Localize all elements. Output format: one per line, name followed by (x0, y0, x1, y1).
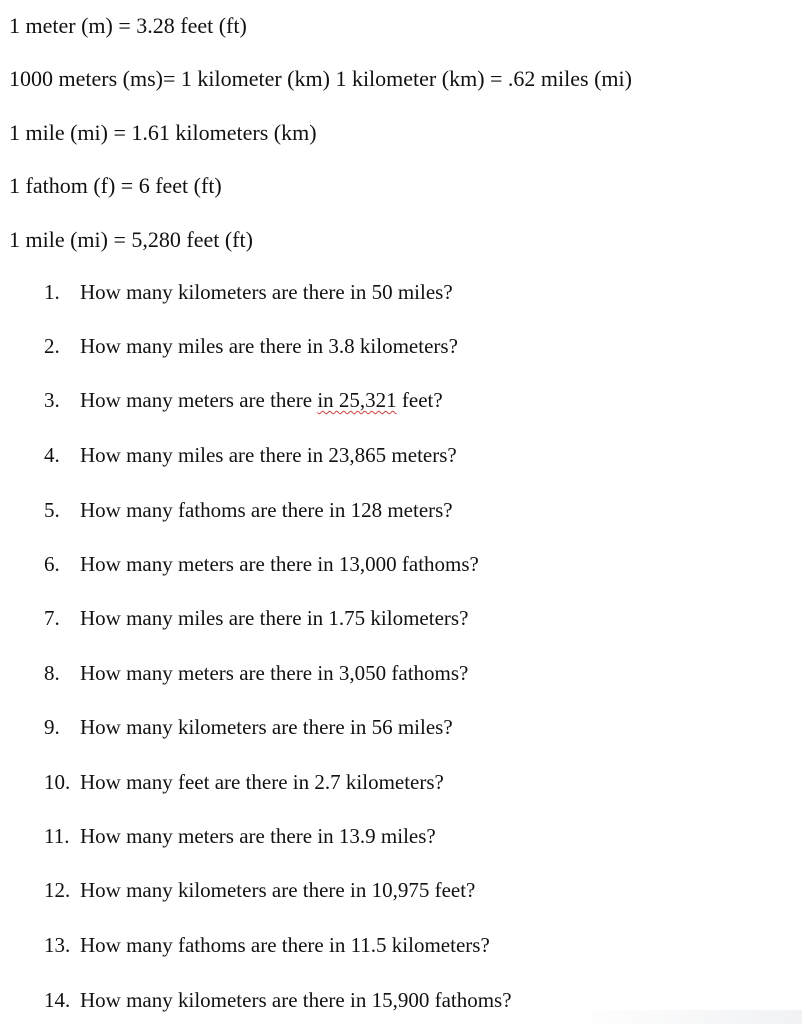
question-number: 6. (44, 552, 60, 576)
conversion-line: 1 mile (mi) = 1.61 kilometers (km) (9, 120, 317, 145)
question-item (44, 333, 458, 359)
question-text: How many kilometers are there in 56 miles? (80, 715, 453, 739)
question-text: How many meters are there in 3,050 fathoms? (80, 661, 469, 685)
question-item (44, 442, 457, 468)
question-number: 12. (44, 878, 71, 902)
question-number: 5. (44, 498, 60, 522)
question-item (44, 387, 443, 413)
conversion-line: 1 fathom (f) = 6 feet (ft) (9, 173, 222, 198)
question-number: 14. (44, 988, 71, 1012)
question-item (44, 714, 453, 740)
question-text: How many meters are there in 13.9 miles? (80, 824, 436, 848)
question-item (44, 551, 479, 577)
question-text: How many kilometers are there in 50 miles? (80, 280, 453, 304)
question-number: 3. (44, 388, 60, 412)
question-text: How many fathoms are there in 128 meters? (80, 498, 453, 522)
question-number: 4. (44, 443, 60, 467)
question-number: 7. (44, 606, 60, 630)
question-number: 11. (44, 824, 70, 848)
question-item (44, 660, 468, 686)
question-number: 9. (44, 715, 60, 739)
question-text: How many feet are there in 2.7 kilometers? (80, 770, 444, 794)
question-text: How many meters are there in 13,000 fathoms? (80, 552, 479, 576)
question-text: How many miles are there in 3.8 kilometers? (80, 334, 458, 358)
question-text: How many miles are there in 23,865 meters? (80, 443, 457, 467)
question-item (44, 932, 490, 958)
question-item (44, 877, 475, 903)
conversion-line: 1 meter (m) = 3.28 feet (ft) (9, 13, 247, 38)
question-item (44, 823, 436, 849)
question-text: How many fathoms are there in 11.5 kilometers? (80, 933, 490, 957)
question-text: feet? (396, 388, 443, 412)
question-number: 10. (44, 770, 71, 794)
page-edge-shadow (562, 1010, 802, 1024)
question-number: 13. (44, 933, 71, 957)
question-text: How many kilometers are there in 10,975 feet? (80, 878, 476, 902)
question-item (44, 769, 444, 795)
question-item (44, 987, 512, 1013)
question-number: 8. (44, 661, 60, 685)
question-number: 1. (44, 280, 60, 304)
conversion-line: 1000 meters (ms)= 1 kilometer (km) 1 kilometer (km) = .62 miles (mi) (9, 66, 632, 91)
question-item (44, 605, 468, 631)
question-text: How many meters are there (80, 388, 318, 412)
spellcheck-flagged-text[interactable]: in 25,321 (317, 388, 397, 412)
question-text: How many miles are there in 1.75 kilometers? (80, 606, 469, 630)
question-text: How many kilometers are there in 15,900 fathoms? (80, 988, 512, 1012)
conversion-line: 1 mile (mi) = 5,280 feet (ft) (9, 227, 253, 252)
question-item (44, 497, 453, 523)
question-number: 2. (44, 334, 60, 358)
question-item (44, 279, 453, 305)
